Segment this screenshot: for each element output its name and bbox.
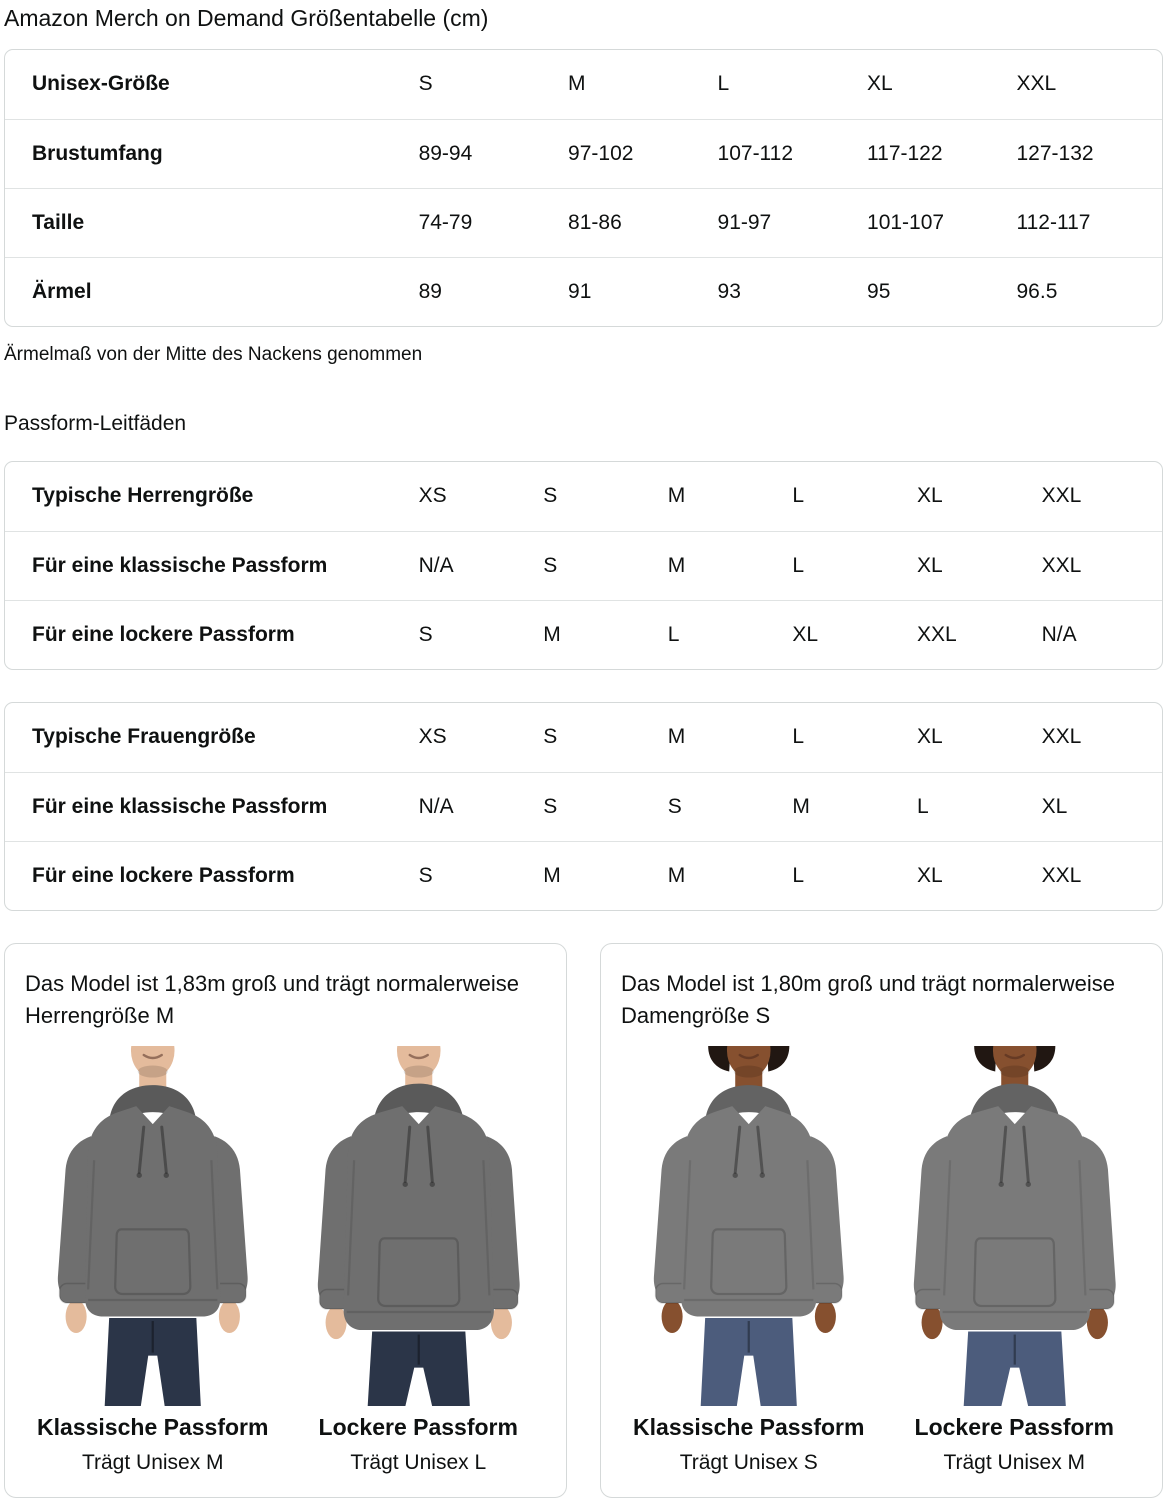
size-cell: L — [717, 72, 730, 96]
size-cell: S — [418, 72, 433, 96]
fit-label: Lockere Passform — [914, 1414, 1114, 1441]
measure-cell: 89-94 — [415, 119, 564, 188]
fit-cell: L — [792, 725, 805, 749]
model-figure-classic — [25, 1046, 281, 1475]
size-cell: XXL — [1016, 72, 1057, 96]
fit-cell: L — [664, 600, 789, 669]
fit-cell: S — [543, 484, 558, 508]
table-row-sizes — [5, 50, 1162, 119]
fit-cell: L — [792, 484, 805, 508]
measure-cell: 95 — [863, 257, 1012, 326]
size-cell: M — [568, 72, 586, 96]
table-row-classic-fit — [5, 531, 1162, 600]
measure-cell: 127-132 — [1013, 119, 1163, 188]
fit-cell: XXL — [1041, 484, 1082, 508]
table-row-typical-mens-size — [5, 462, 1162, 531]
fit-cell: S — [415, 841, 540, 910]
mens-fit-table — [4, 461, 1163, 670]
fit-cell: XXL — [1038, 531, 1162, 600]
row-label: Taille — [5, 188, 415, 257]
fit-cell: XL — [916, 725, 943, 749]
sleeve-measure-note: Ärmelmaß von der Mitte des Nackens genommen — [4, 343, 423, 365]
fit-cell: N/A — [415, 531, 540, 600]
male-loose-fit-photo — [291, 1046, 547, 1407]
fit-cell: XS — [418, 484, 447, 508]
fit-cell: N/A — [1038, 600, 1162, 669]
row-label: Typische Frauengröße — [32, 725, 256, 749]
table-row-loose-fit — [5, 600, 1162, 669]
female-loose-fit-photo — [887, 1046, 1143, 1407]
measure-cell: 107-112 — [714, 119, 863, 188]
fit-cell: XXL — [913, 600, 1038, 669]
fit-cell: M — [664, 841, 789, 910]
table-row-sleeve — [5, 257, 1162, 326]
size-worn-label: Trägt Unisex M — [943, 1450, 1086, 1474]
measure-cell: 91 — [564, 257, 713, 326]
fit-cell: XL — [916, 484, 943, 508]
measure-cell: 117-122 — [863, 119, 1012, 188]
fit-cell: XS — [418, 725, 447, 749]
row-label: Für eine klassische Passform — [5, 531, 415, 600]
fit-label: Klassische Passform — [37, 1414, 269, 1441]
fit-cell: M — [788, 772, 913, 841]
table-row-waist — [5, 188, 1162, 257]
size-worn-label: Trägt Unisex S — [679, 1450, 818, 1474]
measure-cell: 101-107 — [863, 188, 1012, 257]
measure-cell: 97-102 — [564, 119, 713, 188]
female-model-card — [600, 943, 1163, 1498]
model-figures — [621, 1046, 1142, 1475]
measure-cell: 74-79 — [415, 188, 564, 257]
row-label: Für eine lockere Passform — [5, 600, 415, 669]
table-row-loose-fit — [5, 841, 1162, 910]
fit-cell: XL — [913, 841, 1038, 910]
model-figures — [25, 1046, 546, 1475]
measure-cell: 93 — [714, 257, 863, 326]
model-figure-classic — [621, 1046, 877, 1475]
fit-cell: XXL — [1038, 841, 1162, 910]
fit-cell: S — [543, 725, 558, 749]
model-description: Das Model ist 1,80m groß und trägt normalerweise Damengröße S — [621, 970, 1115, 1028]
table-row-chest — [5, 119, 1162, 188]
fit-cell: M — [667, 725, 686, 749]
fit-cell: XL — [1038, 772, 1162, 841]
row-label: Brustumfang — [5, 119, 415, 188]
fit-cell: S — [664, 772, 789, 841]
size-cell: XL — [867, 72, 893, 96]
fit-cell: S — [539, 531, 664, 600]
measure-cell: 91-97 — [714, 188, 863, 257]
model-description: Das Model ist 1,83m groß und trägt normalerweise Herrengröße M — [25, 970, 519, 1028]
page-title: Amazon Merch on Demand Größentabelle (cm) — [4, 5, 489, 31]
model-figure-loose — [887, 1046, 1143, 1475]
measure-cell: 81-86 — [564, 188, 713, 257]
fit-cell: XL — [788, 600, 913, 669]
male-model-card — [4, 943, 567, 1498]
fit-cell: S — [539, 772, 664, 841]
row-label: Für eine lockere Passform — [5, 841, 415, 910]
measure-cell: 96.5 — [1013, 257, 1163, 326]
fit-cell: M — [539, 841, 664, 910]
table-row-classic-fit — [5, 772, 1162, 841]
fit-label: Lockere Passform — [318, 1414, 518, 1441]
fit-cell: N/A — [415, 772, 540, 841]
row-label: Für eine klassische Passform — [5, 772, 415, 841]
fit-cell: M — [664, 531, 789, 600]
row-label: Ärmel — [5, 257, 415, 326]
fit-cell: L — [788, 841, 913, 910]
table-row-typical-womens-size — [5, 703, 1162, 772]
fit-cell: XXL — [1041, 725, 1082, 749]
fit-cell: M — [667, 484, 686, 508]
model-cards — [4, 943, 1163, 1498]
measure-cell: 112-117 — [1013, 188, 1163, 257]
womens-fit-table — [4, 702, 1163, 911]
size-worn-label: Trägt Unisex L — [350, 1450, 487, 1474]
row-label: Typische Herrengröße — [32, 484, 254, 508]
size-worn-label: Trägt Unisex M — [81, 1450, 224, 1474]
fit-cell: M — [539, 600, 664, 669]
fit-guides-heading: Passform-Leitfäden — [4, 411, 187, 435]
fit-cell: XL — [913, 531, 1038, 600]
model-figure-loose — [291, 1046, 547, 1475]
fit-label: Klassische Passform — [633, 1414, 865, 1441]
fit-cell: S — [415, 600, 540, 669]
fit-cell: L — [788, 531, 913, 600]
male-classic-fit-photo — [25, 1046, 281, 1407]
measure-cell: 89 — [415, 257, 564, 326]
row-label: Unisex-Größe — [32, 72, 170, 96]
fit-cell: L — [913, 772, 1038, 841]
female-classic-fit-photo — [621, 1046, 877, 1407]
unisex-size-table — [4, 49, 1163, 327]
